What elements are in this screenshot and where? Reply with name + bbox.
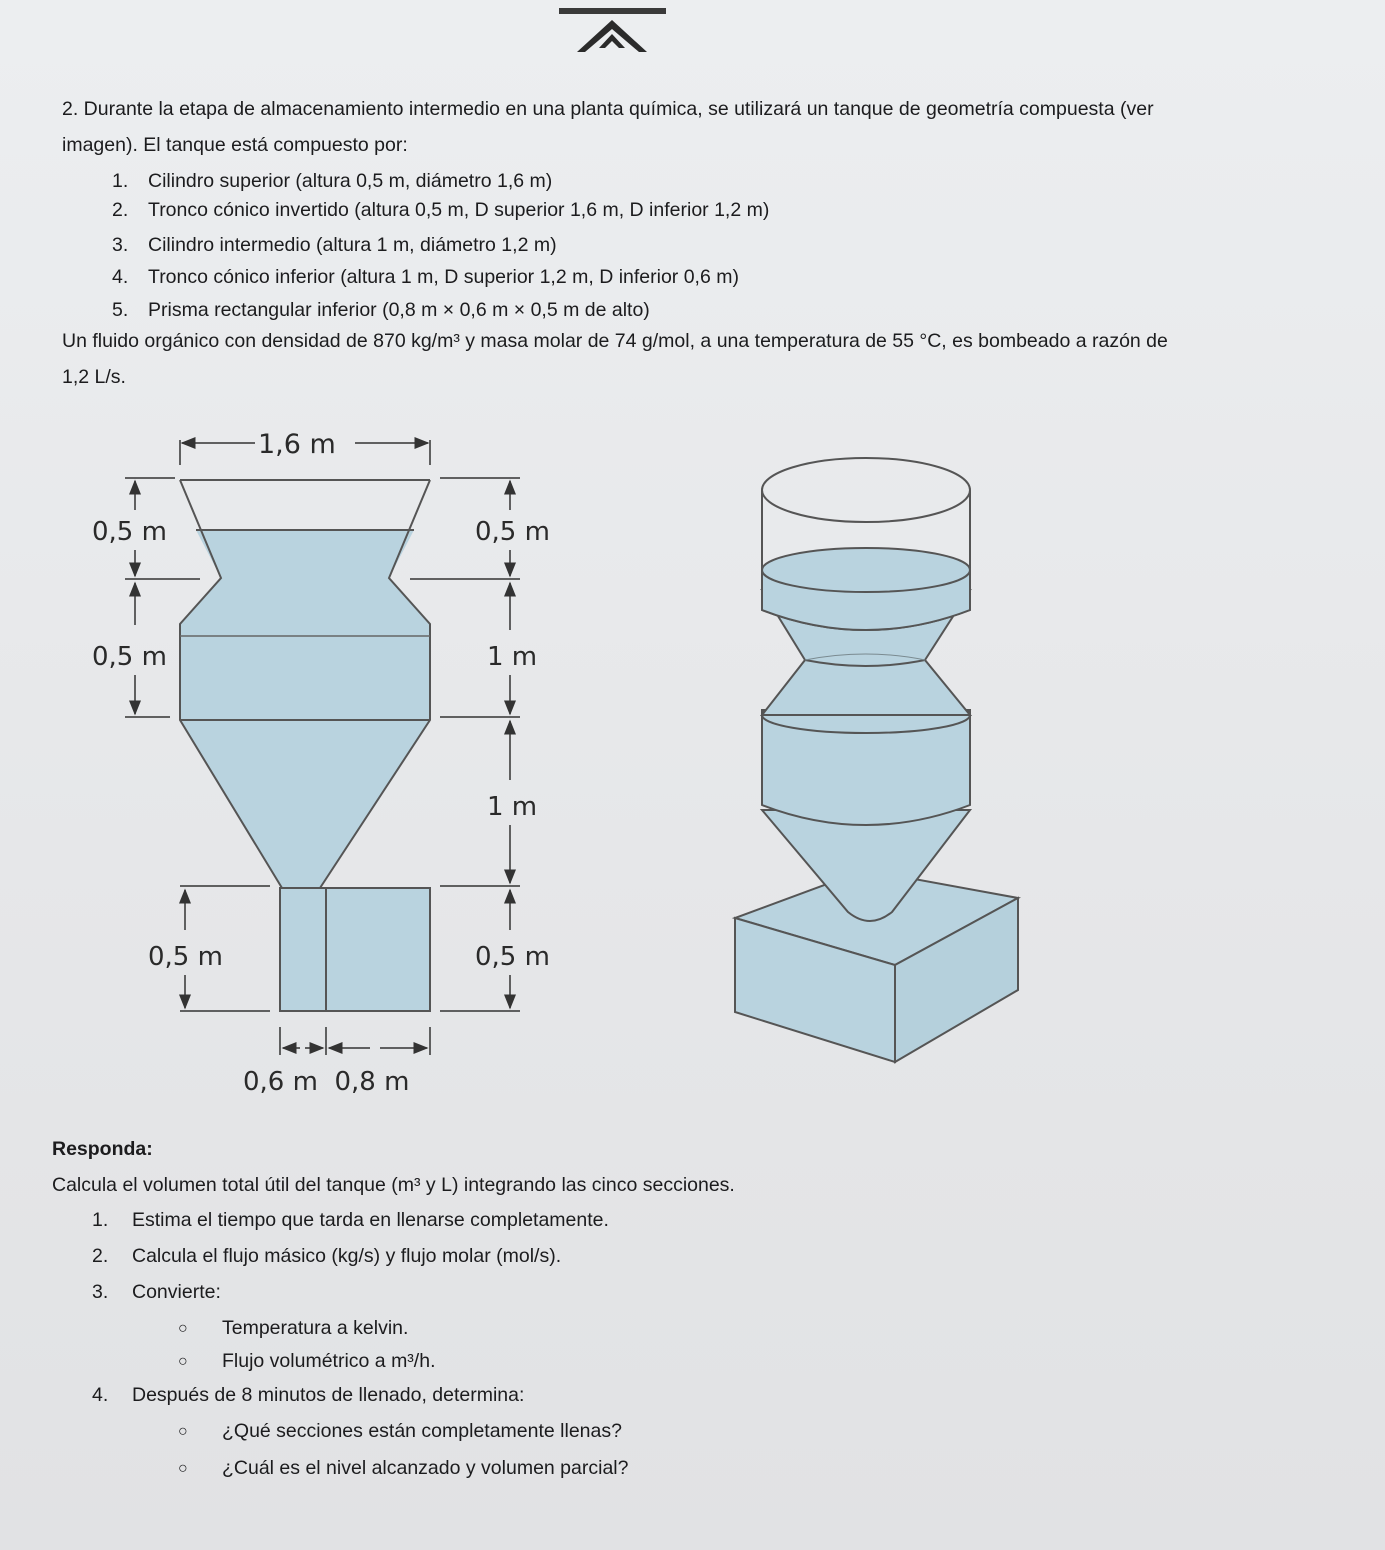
- dim-label-left-mid: 0,5 m: [92, 642, 167, 672]
- section-1-number: 1.: [112, 170, 129, 192]
- after8-sub-1: ¿Qué secciones están completamente llenas?: [222, 1420, 622, 1442]
- question-main: Calcula el volumen total útil del tanque (m³ y L) integrando las cinco secciones.: [52, 1174, 735, 1196]
- sena-logo: [555, 0, 670, 60]
- section-3-text: Cilindro intermedio (altura 1 m, diámetro 1,2 m): [148, 234, 557, 256]
- dim-label-left-top: 0,5 m: [92, 517, 167, 547]
- tank-cross-section-diagram: [80, 415, 600, 1105]
- section-2-number: 2.: [112, 199, 129, 221]
- tank-3d-illustration: [730, 455, 1030, 1070]
- convert-sub-2: Flujo volumétrico a m³/h.: [222, 1350, 436, 1372]
- dim-label-right-top: 0,5 m: [475, 517, 550, 547]
- dim-label-right-bottom: 0,5 m: [475, 942, 550, 972]
- cross-section-fluid: [180, 530, 430, 888]
- section-2-text: Tronco cónico invertido (altura 0,5 m, D superior 1,6 m, D inferior 1,2 m): [148, 199, 770, 221]
- question-4-text: Después de 8 minutos de llenado, determina:: [132, 1384, 525, 1406]
- dim-label-base: 0,6 m 0,8 m: [243, 1067, 410, 1097]
- section-3-number: 3.: [112, 234, 129, 256]
- question-2-number: 2.: [92, 1245, 109, 1267]
- dim-label-right-mid: 1 m: [487, 642, 538, 672]
- convert-sub-1: Temperatura a kelvin.: [222, 1317, 409, 1339]
- fluid-description-line-1: Un fluido orgánico con densidad de 870 kg/m³ y masa molar de 74 g/mol, a una temperatura de 55 °C, es bombeado a razón de: [62, 330, 1168, 352]
- bullet-icon: ○: [178, 1320, 188, 1337]
- question-1-text: Estima el tiempo que tarda en llenarse completamente.: [132, 1209, 609, 1231]
- question-3-number: 3.: [92, 1281, 109, 1303]
- question-1-number: 1.: [92, 1209, 109, 1231]
- dim-label-top-width: 1,6 m: [258, 429, 336, 460]
- problem-intro-line-2: imagen). El tanque está compuesto por:: [62, 134, 408, 156]
- bullet-icon: ○: [178, 1353, 188, 1370]
- question-4-number: 4.: [92, 1384, 109, 1406]
- dim-label-right-cone: 1 m: [487, 792, 538, 822]
- section-5-number: 5.: [112, 299, 129, 321]
- problem-intro-line-1: 2. Durante la etapa de almacenamiento intermedio en una planta química, se utilizará un tanque de geometría compuesta (ver: [62, 98, 1154, 120]
- cross-section-prism: [280, 888, 430, 1011]
- section-4-text: Tronco cónico inferior (altura 1 m, D superior 1,2 m, D inferior 0,6 m): [148, 266, 739, 288]
- section-1-text: Cilindro superior (altura 0,5 m, diámetro 1,6 m): [148, 170, 553, 192]
- bullet-icon: ○: [178, 1460, 188, 1477]
- section-5-text: Prisma rectangular inferior (0,8 m × 0,6 m × 0,5 m de alto): [148, 299, 650, 321]
- dim-label-left-bottom: 0,5 m: [148, 942, 223, 972]
- questions-heading: Responda:: [52, 1138, 153, 1160]
- section-4-number: 4.: [112, 266, 129, 288]
- fluid-description-line-2: 1,2 L/s.: [62, 366, 126, 388]
- after8-sub-2: ¿Cuál es el nivel alcanzado y volumen parcial?: [222, 1457, 629, 1479]
- bullet-icon: ○: [178, 1423, 188, 1440]
- question-2-text: Calcula el flujo másico (kg/s) y flujo molar (mol/s).: [132, 1245, 562, 1267]
- question-3-text: Convierte:: [132, 1281, 221, 1303]
